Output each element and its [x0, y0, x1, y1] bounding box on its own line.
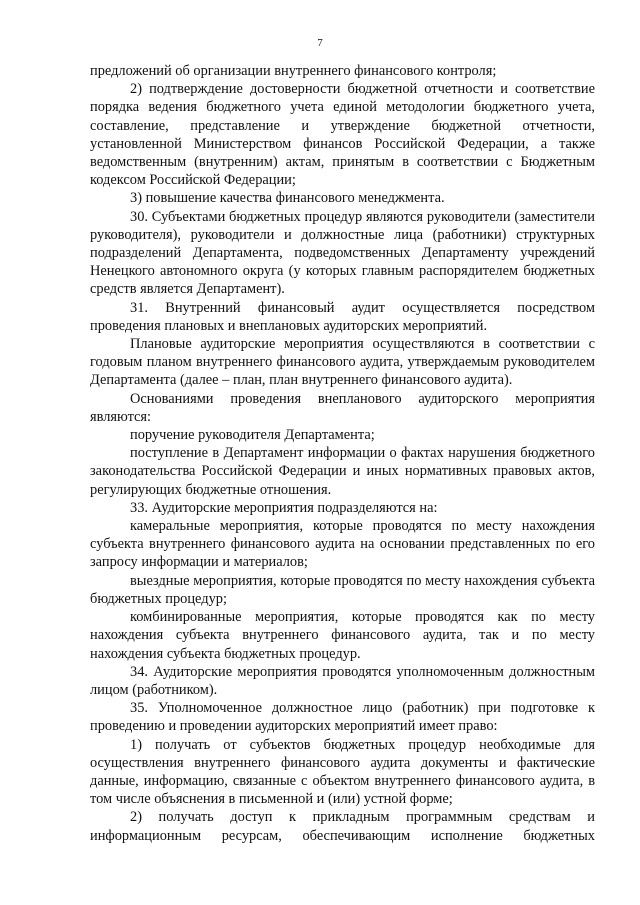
document-body — [90, 62, 595, 845]
paragraph-violation-info: поступление в Департамент информации о фактах нарушения бюджетного законодательства Российской Федерации и иных нормативных правовых актов, регулирующих бюджетные отношения. — [90, 445, 595, 498]
paragraph-30: 30. Субъектами бюджетных процедур являются руководители (заместители руководителя), руководители и должностные лица (работники) структурных подразделений Департамента, подведомственных Департаменту учреждений Ненецкого автономного округа (у которых главным распорядителем бюджетных средств является Департамент). — [90, 208, 595, 298]
paragraph-planned-audits: Плановые аудиторские мероприятия осуществляются в соответствии с годовым планом внутреннего финансового аудита, утверждаемым руководителем Департамента (далее – план, план внутреннего финансового аудита). — [90, 336, 595, 389]
paragraph-31: 31. Внутренний финансовый аудит осуществляется посредством проведения плановых и внеплановых аудиторских мероприятий. — [90, 299, 595, 334]
paragraph-35: 35. Уполномоченное должностное лицо (работник) при подготовке к проведению и проведении аудиторских мероприятий имеет право: — [90, 700, 595, 735]
paragraph-unplanned-grounds: Основаниями проведения внепланового аудиторского мероприятия являются: — [90, 390, 595, 425]
paragraph-field-audits: выездные мероприятия, которые проводятся по месту нахождения субъекта бюджетных процедур; — [90, 572, 595, 607]
paragraph-34: 34. Аудиторские мероприятия проводятся уполномоченным должностным лицом (работником). — [90, 663, 595, 698]
paragraph-right-2: 2) получать доступ к прикладным программным средствам и информационным ресурсам, обеспечивающим исполнение бюджетных — [90, 809, 595, 844]
page-number: 7 — [317, 37, 323, 49]
paragraph-item-3: 3) повышение качества финансового менеджмента. — [130, 190, 445, 207]
paragraph-right-1: 1) получать от субъектов бюджетных процедур необходимые для осуществления внутреннего финансового аудита документы и фактические данные, информацию, связанные с объектом внутреннего финансового аудита, в том числе объяснения в письменной и (или) устной форме; — [90, 736, 595, 808]
paragraph-33: 33. Аудиторские мероприятия подразделяются на: — [130, 499, 438, 516]
paragraph-continuation: предложений об организации внутреннего финансового контроля; — [90, 63, 497, 79]
paragraph-item-2: 2) подтверждение достоверности бюджетной отчетности и соответствие порядка ведения бюджетного учета единой методологии бюджетного учета, составление, представление и утверждение бюджетной отчетности, установленной Министерством финансов Российской Федерации, а также ведомственным (внутренним) актам, принятым в соответствии с Бюджетным кодексом Российской Федерации; — [90, 81, 595, 189]
paragraph-combined-audits: комбинированные мероприятия, которые проводятся как по месту нахождения субъекта внутреннего финансового аудита, так и по месту нахождения субъекта бюджетных процедур. — [90, 609, 595, 662]
paragraph-desk-audits: камеральные мероприятия, которые проводятся по месту нахождения субъекта внутреннего финансового аудита на основании представленных по его запросу информации и материалов; — [90, 518, 595, 571]
paragraph-director-order: поручение руководителя Департамента; — [130, 427, 375, 444]
